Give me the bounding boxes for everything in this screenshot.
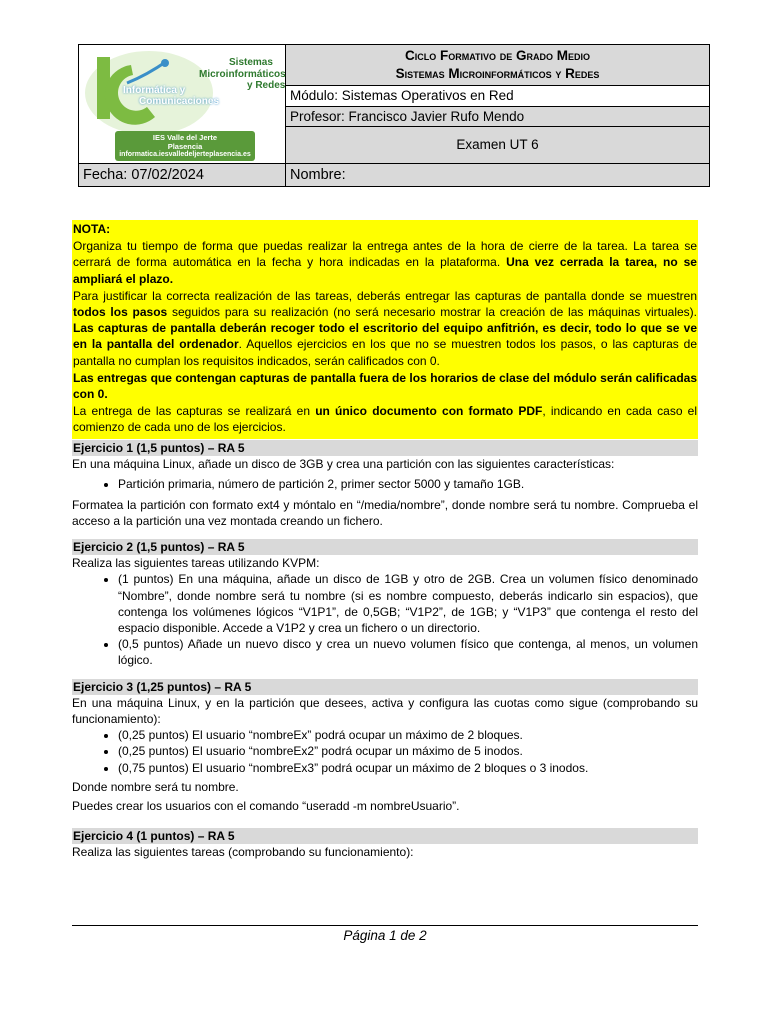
exercises [72,440,698,861]
nota-p4-text2: , indicando en cada caso el comienzo de cada uno de los ejercicios. [73,404,697,435]
ex2-title: Ejercicio 2 (1,5 puntos) – RA 5 [72,539,698,555]
exam-title: Examen UT 6 [286,126,710,163]
logo-line2: Microinformáticos [199,69,286,80]
nota-box [72,220,698,439]
ex3-list [72,727,698,776]
ex3-intro: En una máquina Linux, y en la partición que desees, activa y configura las cuotas como sigue (comprobando su funcionamiento): [72,695,698,727]
logo-school2: Plasencia [167,142,203,151]
ex1-item: • Partición primaria, número de partición 2, primer sector 5000 y tamaño 1GB. [118,476,698,492]
logo-cell [79,45,286,164]
logo-line1: Sistemas [229,57,273,68]
nota-p4-text: La entrega de las capturas se realizará en [73,404,316,419]
ex2-intro: Realiza las siguientes tareas utilizando KVPM: [72,556,320,571]
logo-school3: informatica.iesvalledeljerteplasencia.es [119,151,251,158]
nota-p4 [73,403,697,435]
ex3-item: • (0,25 puntos) El usuario “nombreEx” podrá ocupar un máximo de 2 bloques. [118,727,698,743]
nota-p2-bold1: todos los pasos [73,305,168,320]
nota-p1-end: . [169,271,174,286]
ex4-intro: Realiza las siguientes tareas (comprobando su funcionamiento): [72,845,414,860]
ex1-intro: En una máquina Linux, añade un disco de 3GB y crea una partición con las siguientes características: [72,457,615,472]
modulo-cell: Módulo: Sistemas Operativos en Red [286,86,710,106]
nota-label: NOTA: [73,222,111,236]
ex1-outro: Formatea la partición con formato ext4 y móntalo en “/media/nombre”, donde nombre será tu nombre. Comprueba el acceso a la partición una vez montada creando un fichero. [72,497,698,528]
ex1-list [72,476,698,492]
nota-p3 [73,370,697,402]
logo-school1: IES Valle del Jerte [152,133,218,142]
nota-p2 [73,288,697,369]
nota-p2-bold2: Las capturas de pantalla deberán recoger todo el escritorio del equipo anfitrión, es decir, todo lo que se ve en la pantalla del ordenador [73,321,697,352]
ex3-item: • (0,75 puntos) El usuario “nombreEx3” podrá ocupar un máximo de 2 bloques o 3 inodos. [118,760,698,776]
ex2-item: • (1 puntos) En una máquina, añade un disco de 1GB y otro de 2GB. Crea un volumen físico denominado “Nombre”, donde nombre será tu nombre (si es nombre compuesto, deberás indicarlo sin espacios), que contenga los volúmenes lógicos “V1P1”, de 0,5GB; “V1P2”, de 1GB; y “V1P3” que contenga el resto del espacio disponible. Accede a V1P2 y crea un fichero o un directorio. [118,571,698,636]
logo-line5: Comunicaciones [139,96,220,107]
nota-p2-text3: . Aquellos ejercicios en los que no se muestren todos los pasos, o las capturas de pantalla no cumplan los requisitos indicados, serán calificados con 0. [73,337,697,368]
ex3-outro2: Puedes crear los usuarios con el comando “useradd -m nombreUsuario”. [72,799,460,814]
nota-p2-text: Para justificar la correcta realización de las tareas, deberás entregar las capturas de pantalla donde se muestren [73,288,697,303]
footer-divider [72,925,698,926]
title-cell [286,45,710,86]
fecha-cell: Fecha: 07/02/2024 [79,164,286,187]
nota-p3-bold: Las entregas que contengan capturas de pantalla fuera de los horarios de clase del módulo serán calificadas con 0. [73,370,697,402]
school-logo [79,45,293,163]
nota-p1-text: Organiza tu tiempo de forma que puedas realizar la entrega antes de la hora de cierre de la tarea. La tarea se cerrará de forma automática en la fecha y hora indicadas en la plataforma. [73,239,697,270]
nota-p2-text2: seguidos para su realización (no será necesario mostrar la creación de las máquinas virtuales). [167,305,697,320]
ex1-title: Ejercicio 1 (1,5 puntos) – RA 5 [72,440,698,456]
header-table [78,44,710,187]
title-line1: Ciclo Formativo de Grado Medio [404,48,591,64]
logo-line3: y Redes [247,80,286,91]
ex2-list [72,571,698,668]
nota-p1-bold: Una vez cerrada la tarea, no se ampliará el plazo [73,255,697,286]
nota-p1 [73,238,697,287]
ex2-item: • (0,5 puntos) Añade un nuevo disco y crea un nuevo volumen físico que contenga, al menos, un volumen lógico. [118,636,698,668]
ex3-outro1: Donde nombre será tu nombre. [72,779,239,794]
ex3-item: • (0,25 puntos) El usuario “nombreEx2” podrá ocupar un máximo de 5 inodos. [118,743,698,759]
ex4-title: Ejercicio 4 (1 puntos) – RA 5 [72,828,698,844]
ex3-title: Ejercicio 3 (1,25 puntos) – RA 5 [72,679,698,695]
page-number: Página 1 de 2 [343,928,427,943]
logo-line4: Informática y [123,85,186,96]
nombre-cell: Nombre: [286,164,710,187]
nota-p4-bold: un único documento con formato PDF [315,404,543,419]
title-line2: Sistemas Microinformáticos y Redes [395,66,600,82]
profesor-cell: Profesor: Francisco Javier Rufo Mendo [286,106,710,126]
